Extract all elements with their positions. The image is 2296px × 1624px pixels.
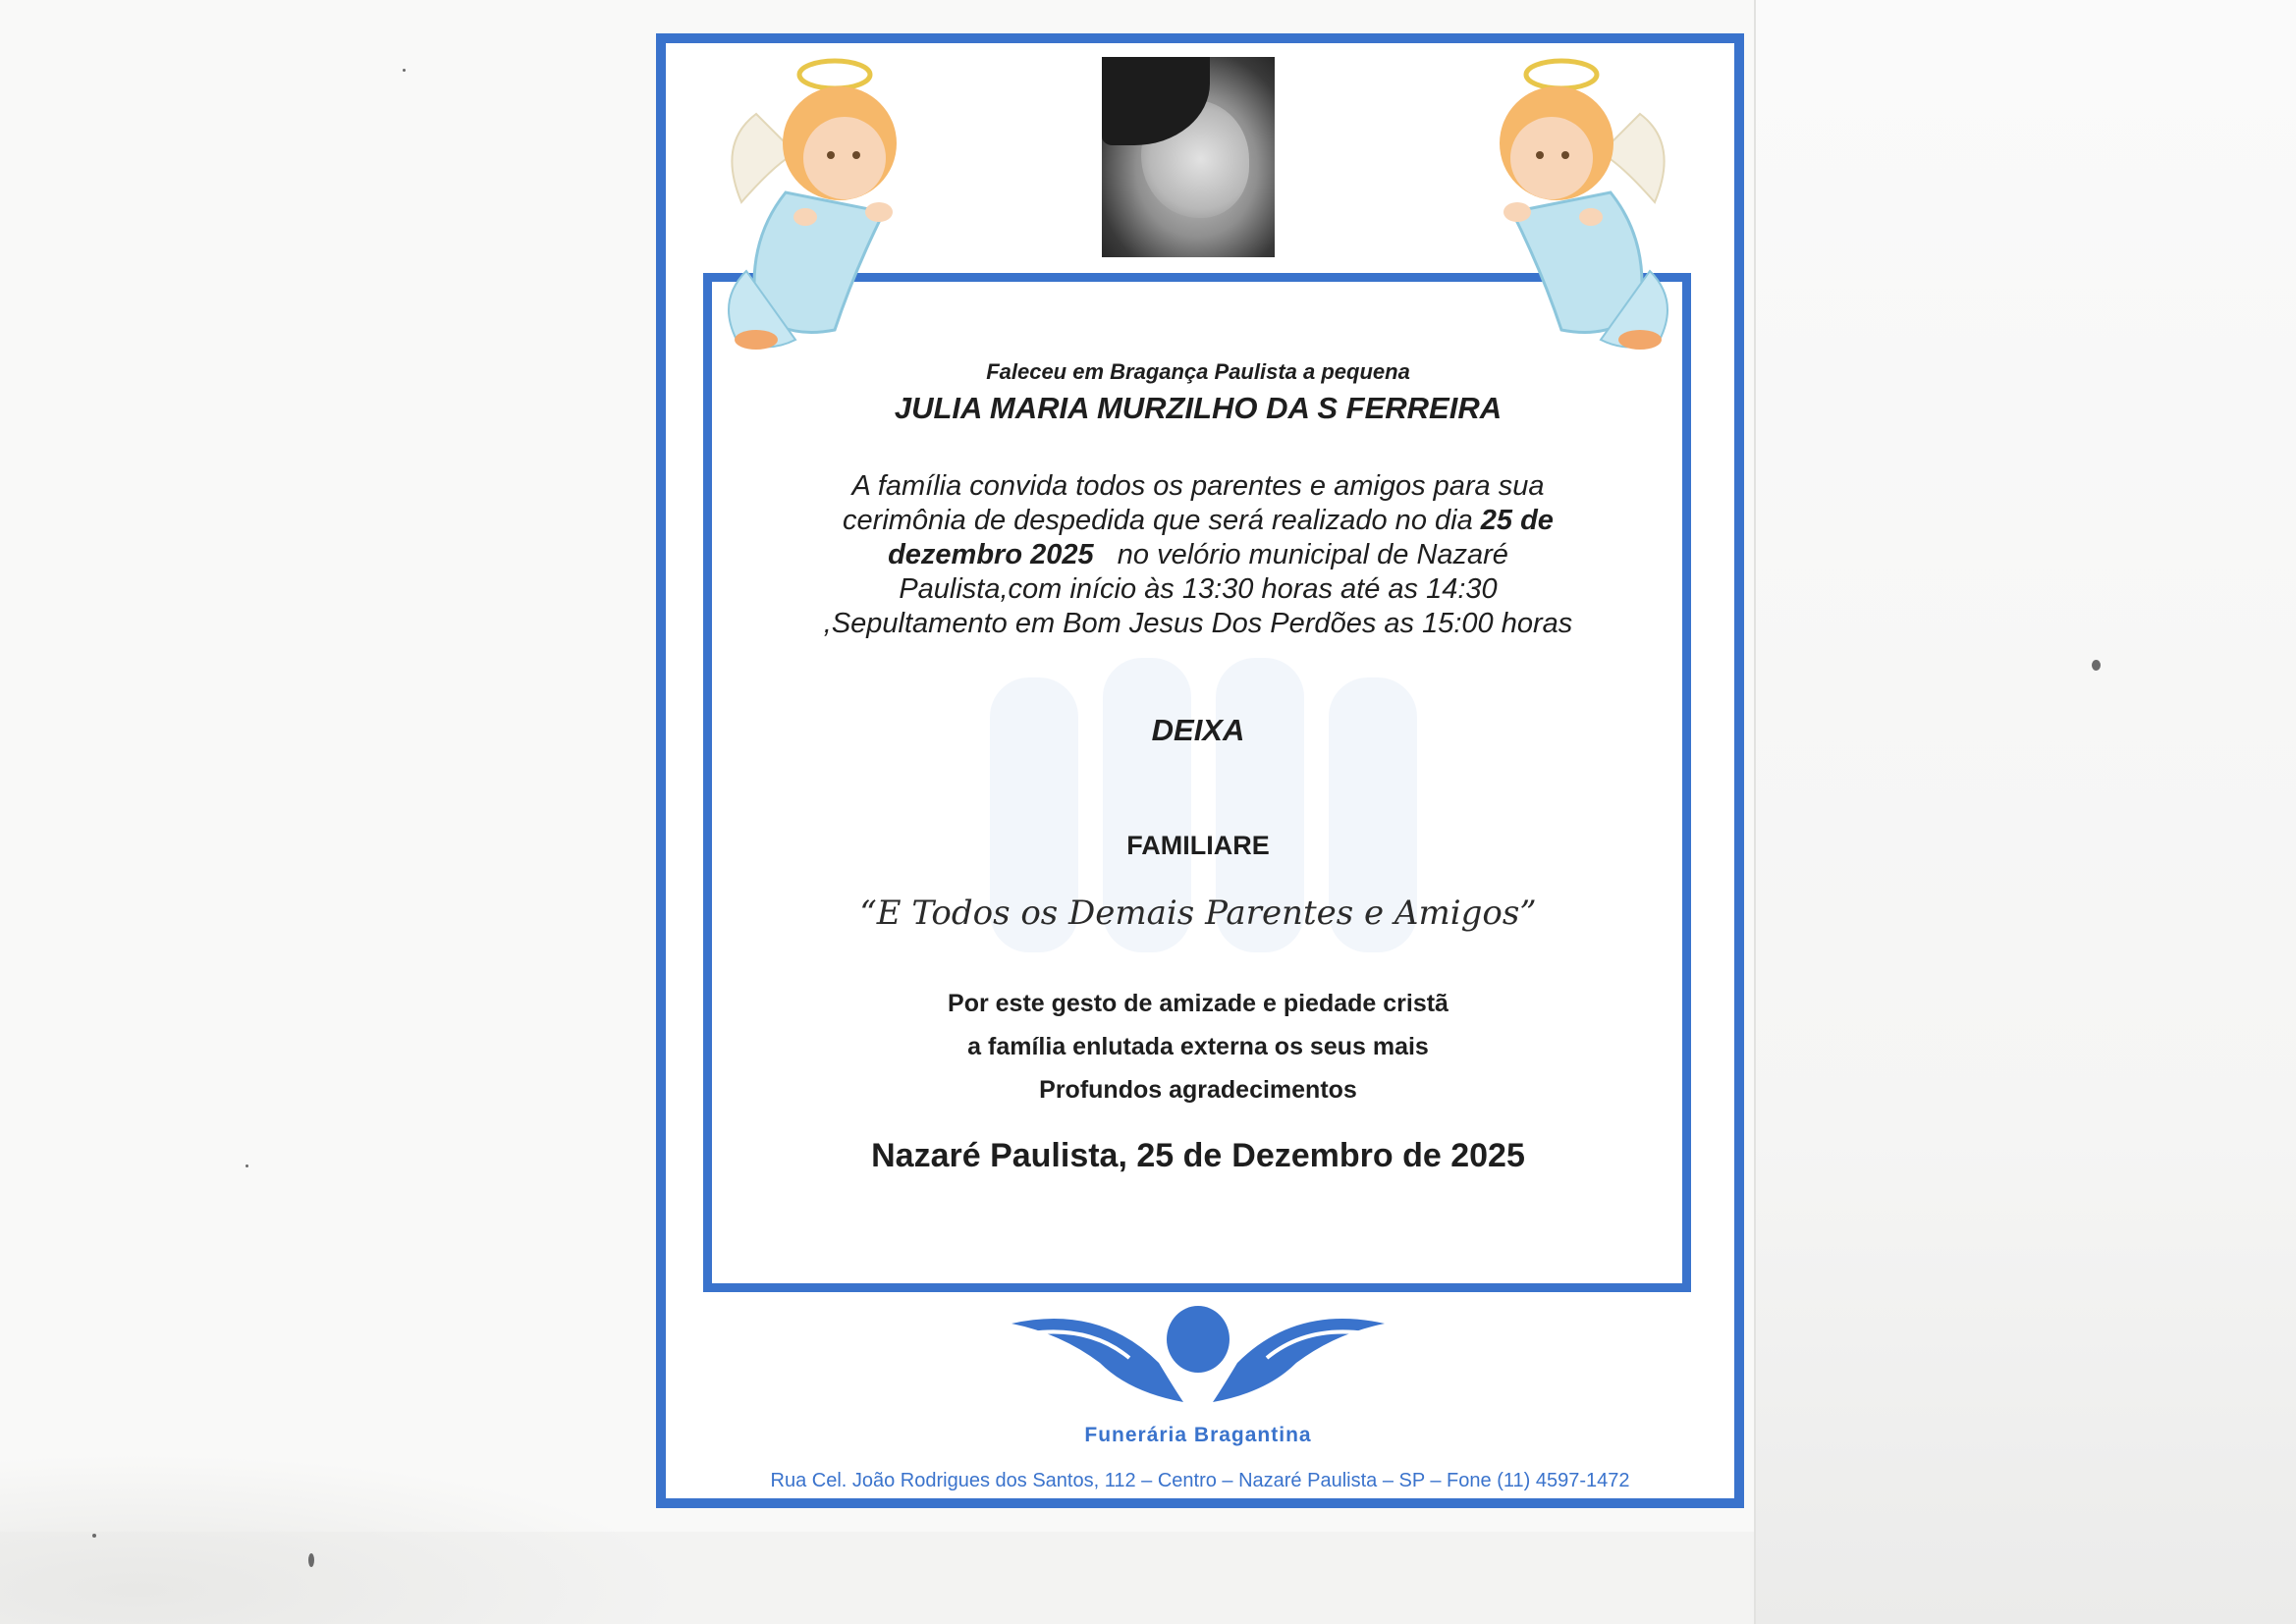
scan-speck [308,1553,314,1567]
invitation-line: ,Sepultamento em Bom Jesus Dos Perdões as 15:00 horas [823,608,1573,639]
thanks-line: Por este gesto de amizade e piedade cristã [948,990,1449,1017]
intro-text: Faleceu em Bragança Paulista a pequena [986,359,1410,384]
thanks-line: Profundos agradecimentos [1039,1076,1357,1104]
scan-speck [403,69,406,72]
invitation-date-bold: 25 de [1480,505,1554,536]
thanks-line: a família enlutada externa os seus mais [967,1033,1429,1060]
baby-photo [1102,57,1275,257]
funeraria-name: Funerária Bragantina [1084,1424,1312,1446]
scan-speck [92,1534,96,1538]
invitation-line: Paulista,com início às 13:30 horas até as 14:30 [899,573,1498,605]
invitation-text: no velório municipal de Nazaré [1093,539,1508,570]
thanks-paragraph [746,982,1650,1111]
funeraria-logo-icon [1011,1304,1385,1412]
place-date-part: Dezembro de 2025 [1231,1137,1525,1174]
relatives-quote: “E Todos os Demais Parentes e Amigos” [859,893,1537,933]
angel-left-icon [687,45,982,359]
deixa-heading: DEIXA [1151,713,1245,747]
invitation-paragraph [746,469,1650,641]
invitation-line [746,538,1650,572]
place-and-date [746,1137,1650,1175]
invitation-line: A família convida todos os parentes e amigos para sua [851,470,1545,502]
family-label: FAMILIARE [1126,831,1270,860]
funeraria-address: Rua Cel. João Rodrigues dos Santos, 112 – Centro – Nazaré Paulista – SP – Fone (11) 4597-1472 [770,1470,1630,1491]
angel-right-icon [1414,45,1709,359]
place-date-part: Nazaré Paulista, 25 de [871,1137,1223,1174]
invitation-text: cerimônia de despedida que será realizado no dia [843,505,1481,536]
page-right-strip [1754,0,2296,1624]
invitation-date-bold: dezembro 2025 [888,539,1094,570]
scan-speck [246,1164,248,1167]
scan-smudge [0,1453,687,1624]
scan-speck [2092,660,2101,671]
invitation-line [746,504,1650,538]
deceased-name: JULIA MARIA MURZILHO DA S FERREIRA [894,391,1503,425]
